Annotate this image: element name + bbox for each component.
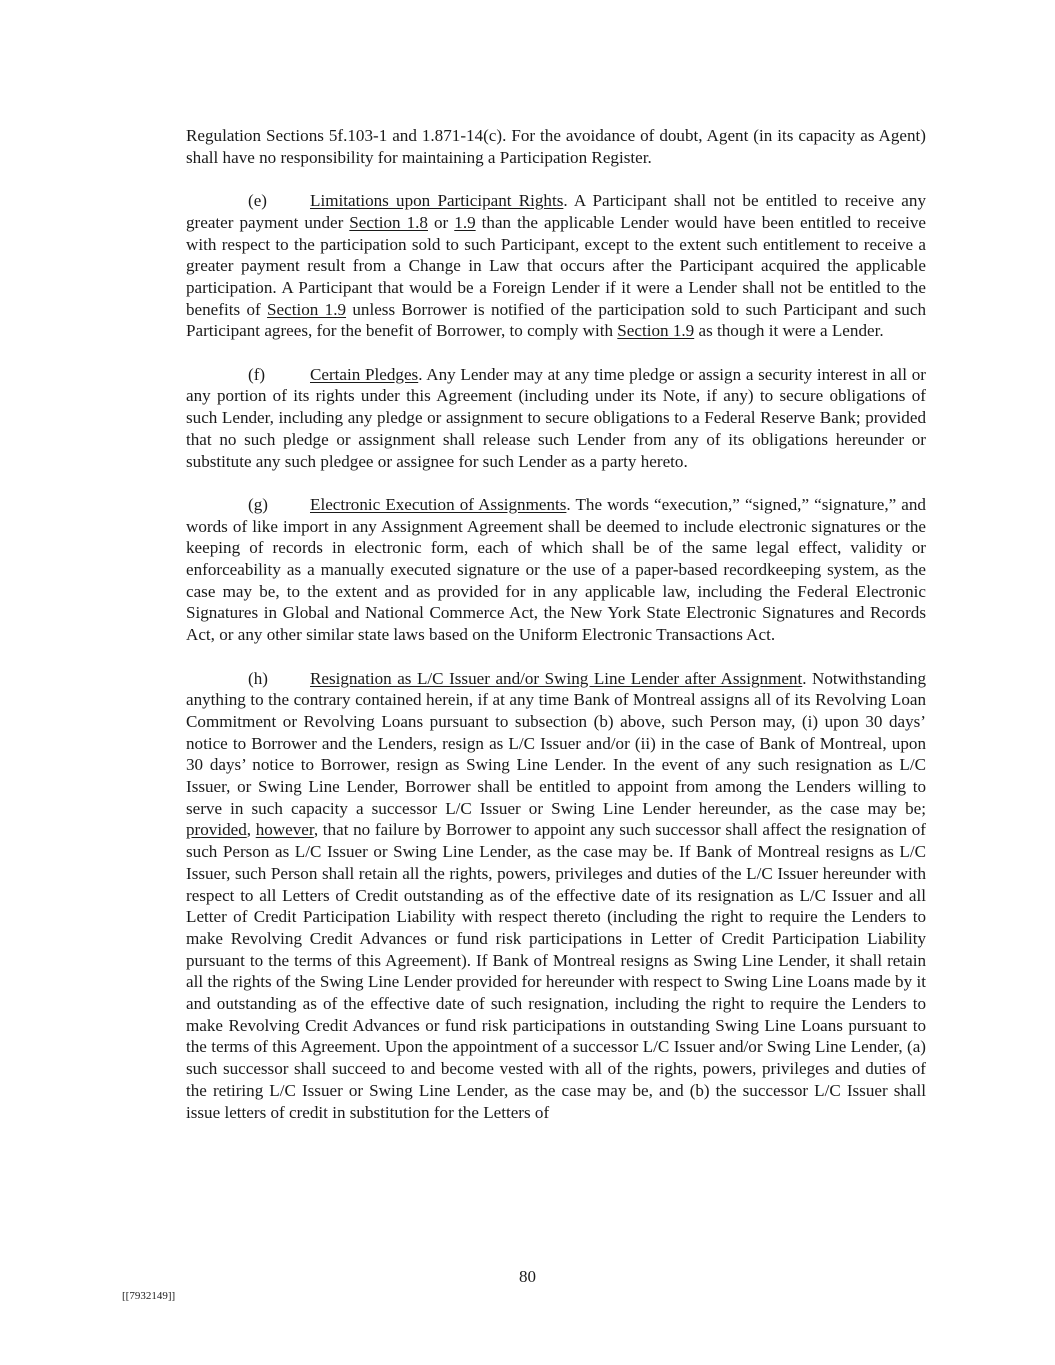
paragraph-f-heading: Certain Pledges [310, 364, 419, 384]
paragraph-h [186, 668, 926, 1124]
paragraph-h-text-1: . Notwithstanding anything to the contrary contained herein, if at any time Bank of Montreal assigns all of its Revolving Loan Commitment or Revolving Loans pursuant to subsection (b) above, such Person may, (i) upon 30 days’ notice to Borrower and the Lenders, resign as L/C Issuer and/or (ii) in the case of Bank of Montreal, upon 30 days’ notice to Borrower, resign as Swing Line Lender. In the event of any such resignation as L/C Issuer, or Swing Line Lender, Borrower shall be entitled to appoint from among the Lenders willing to serve in such capacity a successor L/C Issuer or Swing Line Lender hereunder, as the case may be; [186, 668, 926, 818]
paragraph-e [186, 190, 926, 342]
paragraph-f-label: (f) [248, 364, 266, 384]
provided-term: provided [186, 820, 247, 840]
paragraph-f-body: . Any Lender may at any time pledge or assign a security interest in all or any portion of its rights under this Agreement (including under its Note, if any) to secure obligations of such Lender, including any pledge or assignment to secure obligations to a Federal Reserve Bank; provided that no such pledge or assignment shall release such Lender from any of its obligations hereunder or substitute any such pledgee or assignee for such Lender as a party hereto. [186, 364, 926, 471]
paragraph-h-label: (h) [248, 668, 268, 688]
page-number: 80 [519, 1267, 536, 1286]
section-ref-1-9-c: Section 1.9 [617, 321, 695, 341]
paragraph-g-body: . The words “execution,” “signed,” “signature,” and words of like import in any Assignment Agreement shall be deemed to include electronic signatures or the keeping of records in electronic form, each of which shall be of the same legal effect, validity or enforceability as a manually executed signature or the use of a paper-based recordkeeping system, as the case may be, to the extent and as provided for in any applicable law, including the Federal Electronic Signatures in Global and National Commerce Act, the New York State Electronic Signatures and Records Act, or any other similar state laws based on the Uniform Electronic Transactions Act. [186, 494, 926, 645]
paragraph-e-text-2: or [427, 212, 455, 232]
intro-paragraph [186, 125, 926, 168]
paragraph-h-heading: Resignation as L/C Issuer and/or Swing Line Lender after Assignment [310, 668, 803, 688]
paragraph-g [186, 494, 926, 646]
paragraph-h-text-2: , [246, 820, 256, 840]
section-ref-1-9-a: 1.9 [454, 212, 476, 232]
document-id: [[7932149]] [122, 1290, 176, 1302]
section-ref-1-9-b: Section 1.9 [267, 299, 347, 319]
paragraph-e-label: (e) [248, 191, 267, 211]
paragraph-e-text-3: than the applicable Lender would have been entitled to receive with respect to the participation sold to such Participant, except to the extent such entitlement to receive a greater payment result from a Change in Law that occurs after the Participant acquired the applicable participation. A Participant that would be a Foreign Lender if it were a Lender shall not be entitled to the benefits of [186, 212, 926, 319]
paragraph-e-heading: Limitations upon Participant Rights [310, 191, 564, 211]
paragraph-f [186, 364, 926, 473]
paragraph-g-label: (g) [248, 494, 268, 514]
however-term: however [255, 820, 314, 840]
body-text [186, 125, 926, 1123]
paragraph-h-text-3: , that no failure by Borrower to appoint any such successor shall affect the resignation of such Person as L/C Issuer or Swing Line Lender, as the case may be. If Bank of Montreal resigns as L/C Issuer, such Person shall retain all the rights, powers, privileges and duties of the L/C Issuer hereunder with respect to all Letters of Credit outstanding as of the effective date of its resignation as L/C Issuer and all Letter of Credit Participation Liability with respect thereto (including the right to require the Lenders to make Revolving Credit Advances or fund risk participations in Letter of Credit Participation Liability pursuant to the terms of this Agreement). If Bank of Montreal resigns as Swing Line Lender, it shall retain all the rights of the Swing Line Lender provided for hereunder with respect to Swing Line Loans made by it and outstanding as of the effective date of such resignation, including the right to require the Lenders to make Revolving Credit Advances or fund risk participations in outstanding Swing Line Loans pursuant to the terms of this Agreement. Upon the appointment of a successor L/C Issuer and/or Swing Line Lender, (a) such successor shall succeed to and become vested with all of the rights, powers, privileges and duties of the retiring L/C Issuer or Swing Line Lender, as the case may be, and (b) the successor L/C Issuer shall issue letters of credit in substitution for the Letters of [186, 820, 926, 1122]
paragraph-e-text-5: as though it were a Lender. [694, 321, 884, 341]
intro-text: Regulation Sections 5f.103-1 and 1.871-14(c). For the avoidance of doubt, Agent (in its capacity as Agent) shall have no responsibility for maintaining a Participation Register. [186, 126, 926, 167]
paragraph-e-text-1: . A Participant shall not be entitled to receive any greater payment under [186, 191, 926, 232]
paragraph-g-heading: Electronic Execution of Assignments [310, 494, 567, 514]
section-ref-1-8: Section 1.8 [349, 212, 428, 232]
paragraph-e-text-4: unless Borrower is notified of the participation sold to such Participant and such Participant agrees, for the benefit of Borrower, to comply with [186, 299, 926, 341]
